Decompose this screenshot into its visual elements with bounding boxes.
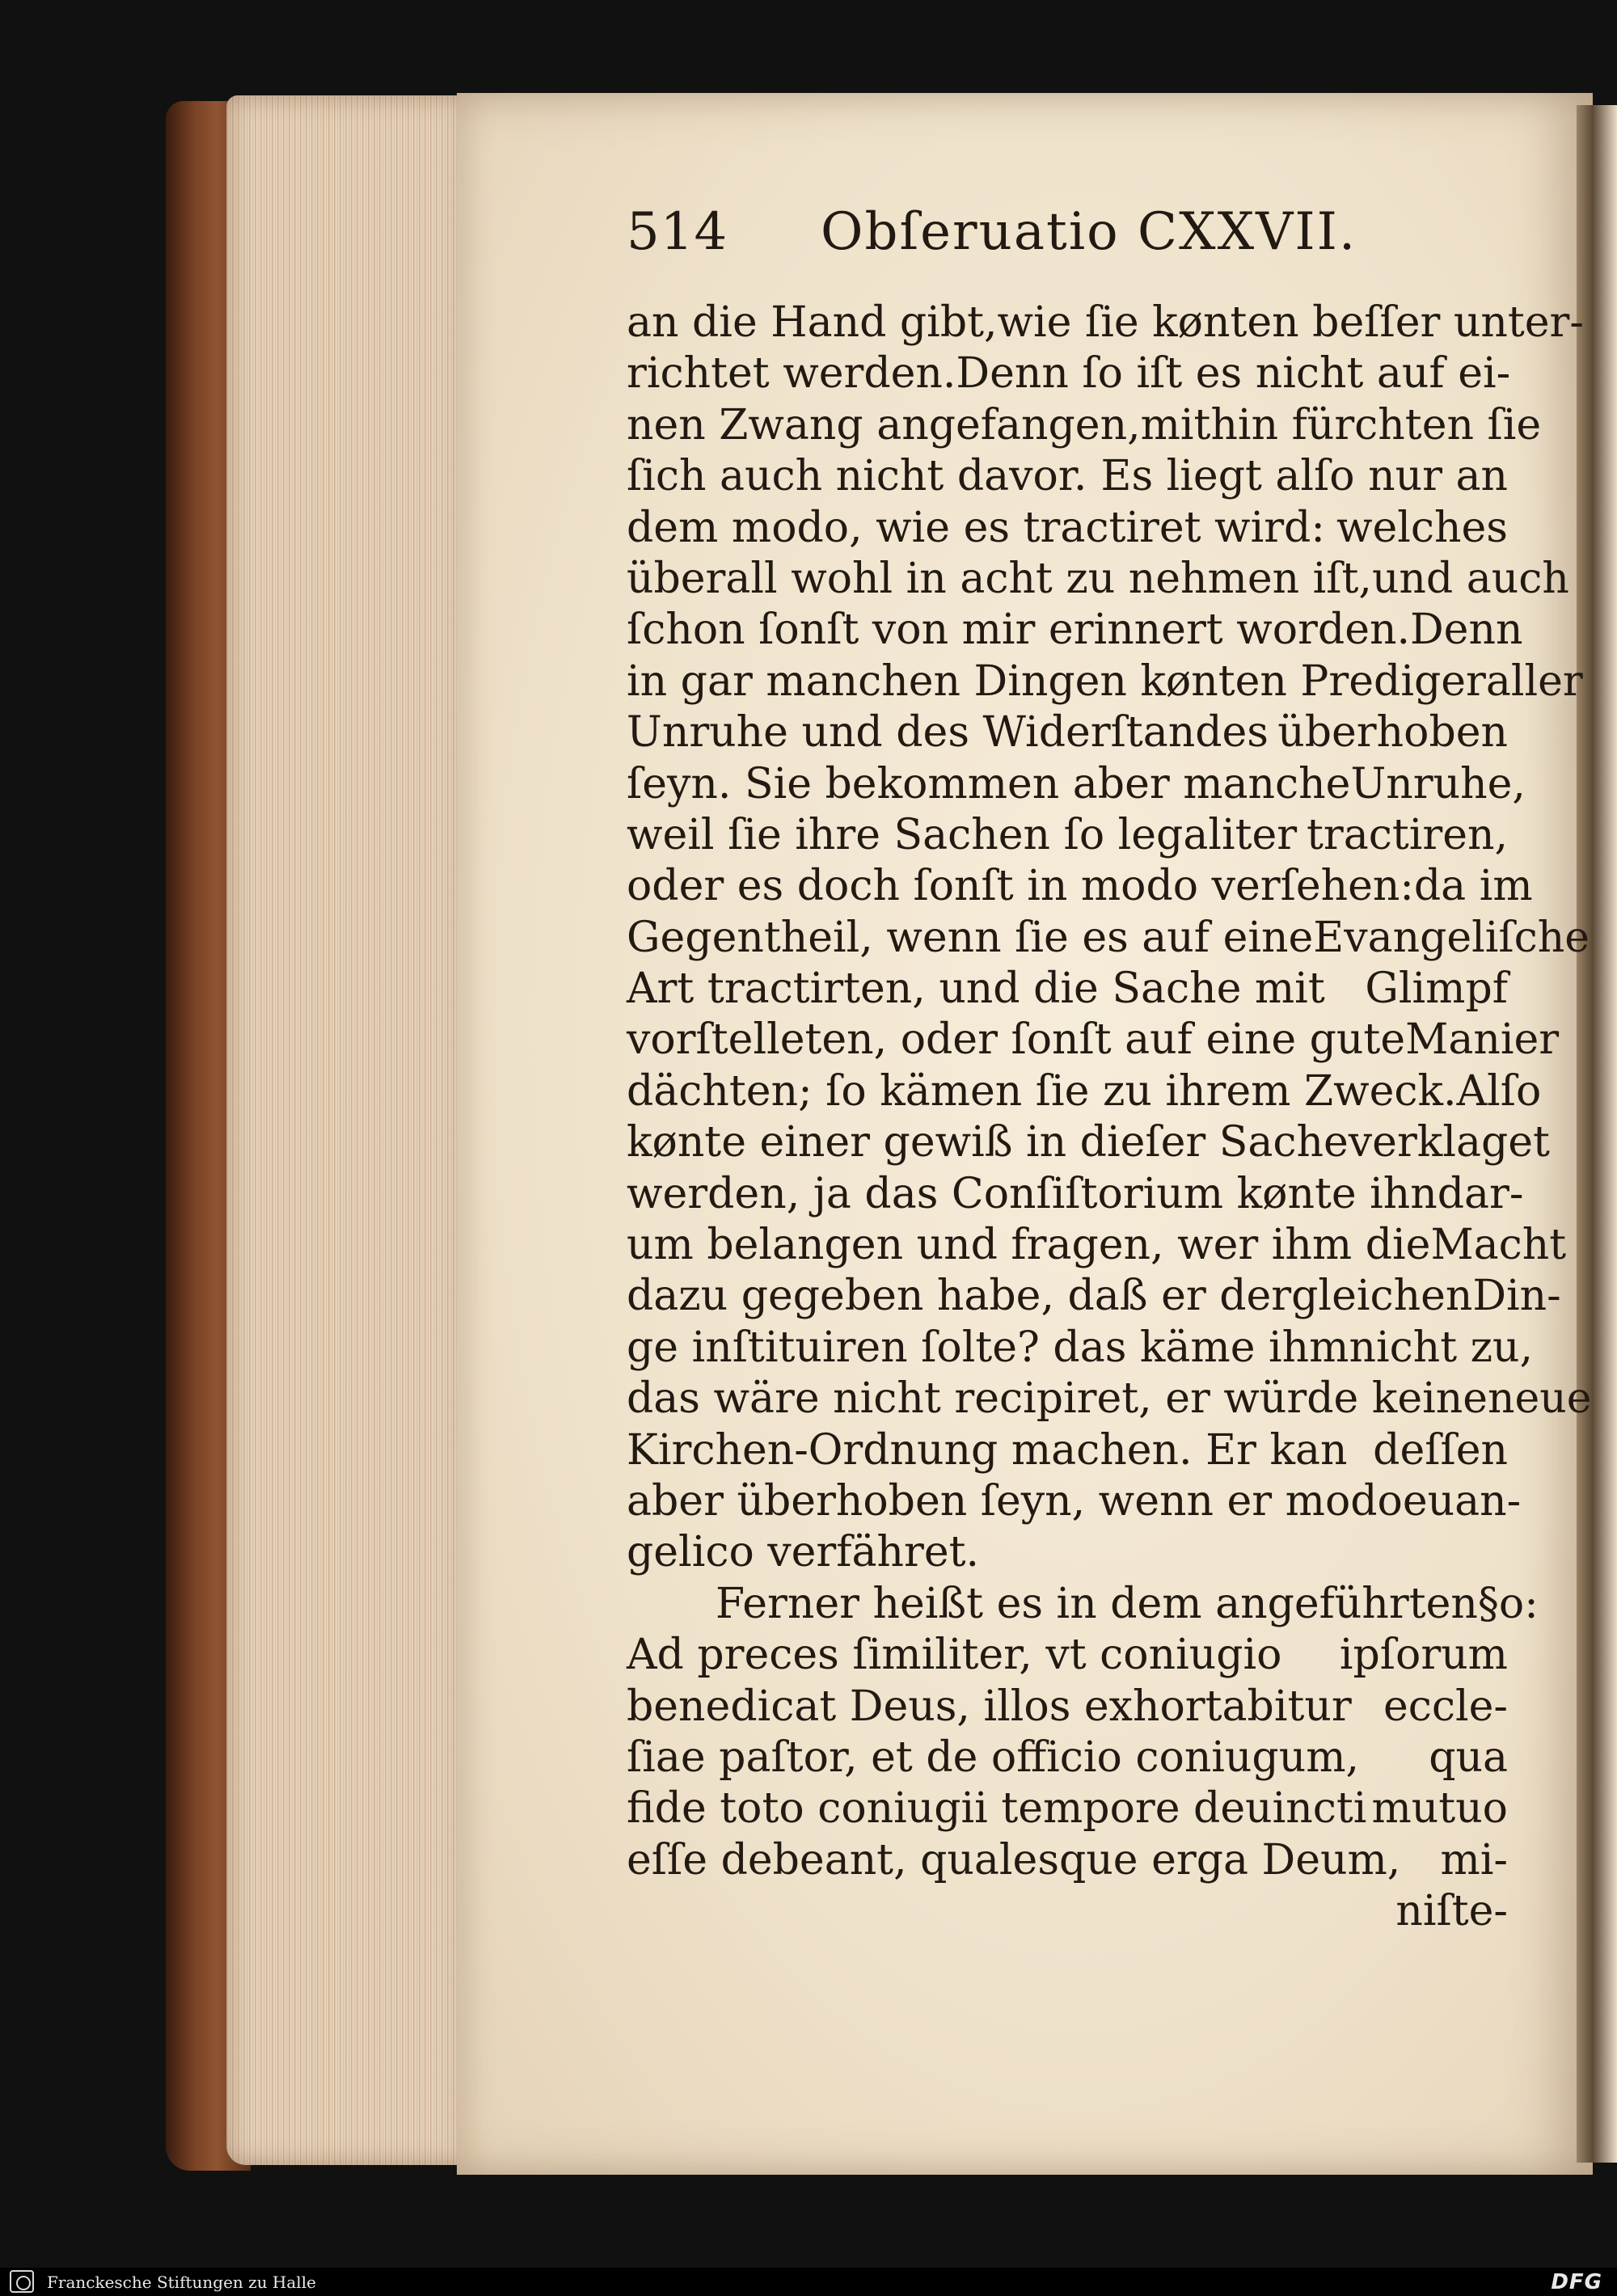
text-segment: mi- xyxy=(1440,1835,1508,1884)
footer-institution: Franckesche Stiftungen zu Halle xyxy=(47,2273,316,2292)
running-title: Obſeruatio CXXVII. xyxy=(821,202,1357,262)
text-segment: da im xyxy=(1413,862,1533,911)
text-segment: Kirchen-Ordnung machen. Er kan xyxy=(627,1425,1348,1475)
text-segment: Evangeliſche xyxy=(1313,913,1590,962)
text-segment: dem modo, wie es tractiret wird: xyxy=(627,503,1325,552)
text-line xyxy=(627,554,1569,605)
text-line xyxy=(627,1066,1542,1117)
catchword-line xyxy=(627,1886,1508,1937)
text-segment: ſiae paſtor, et de officio coniugum, xyxy=(627,1733,1360,1782)
text-segment: eſſe debeant, qualesque erga Deum, xyxy=(627,1835,1401,1884)
text-segment: vorſtelleten, oder ſonſt auf eine gute xyxy=(627,1015,1406,1065)
text-line xyxy=(627,1682,1508,1733)
page-text-block xyxy=(627,202,1592,1938)
text-segment: eccle- xyxy=(1383,1682,1508,1731)
text-segment: ſich auch nicht davor. xyxy=(627,452,1087,501)
text-segment: ſeyn. Sie bekommen aber manche xyxy=(627,759,1351,808)
funder-logo: DFG xyxy=(1551,2270,1602,2294)
text-segment: an die Hand gibt, xyxy=(627,298,998,347)
footer-bar xyxy=(0,2268,1617,2296)
page-number: 514 xyxy=(627,202,728,262)
text-line xyxy=(627,656,1583,707)
text-segment: Denn ſo iſt es nicht auf ei- xyxy=(956,349,1511,399)
text-line xyxy=(627,451,1508,502)
text-line xyxy=(627,1835,1508,1886)
text-line xyxy=(627,1733,1508,1783)
text-line xyxy=(627,1425,1508,1476)
text-segment: verklaget xyxy=(1348,1118,1550,1167)
text-segment: Denn xyxy=(1409,606,1523,655)
text-segment: um belangen und fragen, wer ihm die xyxy=(627,1221,1431,1270)
text-line xyxy=(627,400,1542,451)
text-line xyxy=(627,298,1584,348)
text-segment: mithin fürchten ſie xyxy=(1140,400,1542,449)
text-segment: Manier xyxy=(1405,1015,1560,1065)
text-line xyxy=(627,1579,1539,1630)
page-gutter xyxy=(1577,105,1617,2163)
text-segment: Macht xyxy=(1430,1221,1567,1270)
text-segment: deſſen xyxy=(1373,1425,1508,1475)
text-line xyxy=(627,810,1508,861)
text-segment: wie ſie kønten beſſer unter- xyxy=(997,298,1584,347)
text-segment: welches xyxy=(1336,503,1508,552)
text-segment: Unruhe, xyxy=(1350,759,1526,808)
text-segment: benedicat Deus, illos exhortabitur xyxy=(627,1682,1352,1731)
text-segment: gelico verfähret. xyxy=(627,1528,980,1577)
text-line xyxy=(627,964,1508,1015)
text-segment: überhoben xyxy=(1277,708,1508,758)
text-segment: aber überhoben ſeyn, wenn er modo xyxy=(627,1476,1403,1526)
text-line xyxy=(627,1374,1592,1424)
text-line xyxy=(627,1271,1561,1322)
text-line xyxy=(627,759,1526,810)
text-line xyxy=(627,1220,1567,1271)
text-segment: kønte einer gewiß in dieſer Sache xyxy=(627,1118,1349,1167)
text-segment: werden, ja das Conſiſtorium kønte ihn xyxy=(627,1169,1438,1218)
body-text xyxy=(627,298,1592,1886)
text-segment: tractiren, xyxy=(1306,810,1508,859)
text-segment: aller xyxy=(1485,656,1583,706)
text-segment: überall wohl in acht zu nehmen iſt, xyxy=(627,554,1372,603)
text-segment: weil ſie ihre Sachen ſo legaliter xyxy=(627,810,1298,859)
text-segment: Unruhe und des Widerſtandes xyxy=(627,708,1269,758)
text-line xyxy=(627,1783,1508,1834)
text-line xyxy=(627,913,1590,964)
text-segment: fide toto coniugii tempore deuincti xyxy=(627,1784,1367,1834)
text-segment: nen Zwang angefangen, xyxy=(627,400,1141,449)
text-segment: Art tractirten, und die Sache mit xyxy=(627,964,1325,1014)
text-segment: nicht zu, xyxy=(1349,1323,1534,1372)
text-segment: euan- xyxy=(1402,1476,1522,1526)
text-segment: in gar manchen Dingen kønten Prediger xyxy=(627,656,1486,706)
text-segment: ſchon ſonſt von mir erinnert worden. xyxy=(627,606,1410,655)
text-segment: Ferner heißt es in dem angeführten xyxy=(716,1579,1478,1628)
text-line xyxy=(627,1476,1522,1527)
text-segment: das wäre nicht recipiret, er würde keine xyxy=(627,1374,1488,1424)
text-segment: dächten; ſo kämen ſie zu ihrem Zweck. xyxy=(627,1066,1457,1116)
text-line xyxy=(627,1323,1534,1374)
text-line xyxy=(627,348,1511,399)
text-segment: Es liegt alſo nur an xyxy=(1100,452,1508,501)
text-line xyxy=(627,707,1508,758)
text-line xyxy=(627,1527,1508,1578)
text-line xyxy=(627,1015,1560,1066)
text-line xyxy=(627,1630,1508,1681)
text-segment: ipſorum xyxy=(1339,1631,1508,1680)
page-edges xyxy=(226,95,469,2165)
catchword: niſte- xyxy=(1395,1887,1508,1936)
text-line xyxy=(627,1117,1550,1168)
text-line xyxy=(627,1169,1524,1220)
text-segment: §o: xyxy=(1477,1579,1539,1628)
text-segment: dar- xyxy=(1437,1169,1524,1218)
text-segment: oder es doch ſonſt in modo verſehen: xyxy=(627,862,1414,911)
text-segment: und auch xyxy=(1371,554,1569,603)
text-segment: mutuo xyxy=(1371,1784,1508,1834)
text-segment: qua xyxy=(1429,1733,1508,1782)
text-line xyxy=(627,861,1533,912)
text-segment: richtet werden. xyxy=(627,349,956,399)
text-segment: Din- xyxy=(1472,1272,1561,1321)
text-segment: Ad preces ſimiliter, vt coniugio xyxy=(627,1631,1282,1680)
text-segment: Alſo xyxy=(1456,1066,1542,1116)
running-head xyxy=(627,202,1508,283)
text-line xyxy=(627,605,1523,656)
text-segment: Gegentheil, wenn ſie es auf eine xyxy=(627,913,1314,962)
text-segment: dazu gegeben habe, daß er dergleichen xyxy=(627,1272,1473,1321)
text-segment: neue xyxy=(1488,1374,1592,1424)
text-segment: Glimpf xyxy=(1365,964,1508,1014)
text-line xyxy=(627,503,1508,554)
text-segment: ge inſtituiren ſolte? das käme ihm xyxy=(627,1323,1349,1372)
institution-logo-icon xyxy=(10,2270,34,2293)
